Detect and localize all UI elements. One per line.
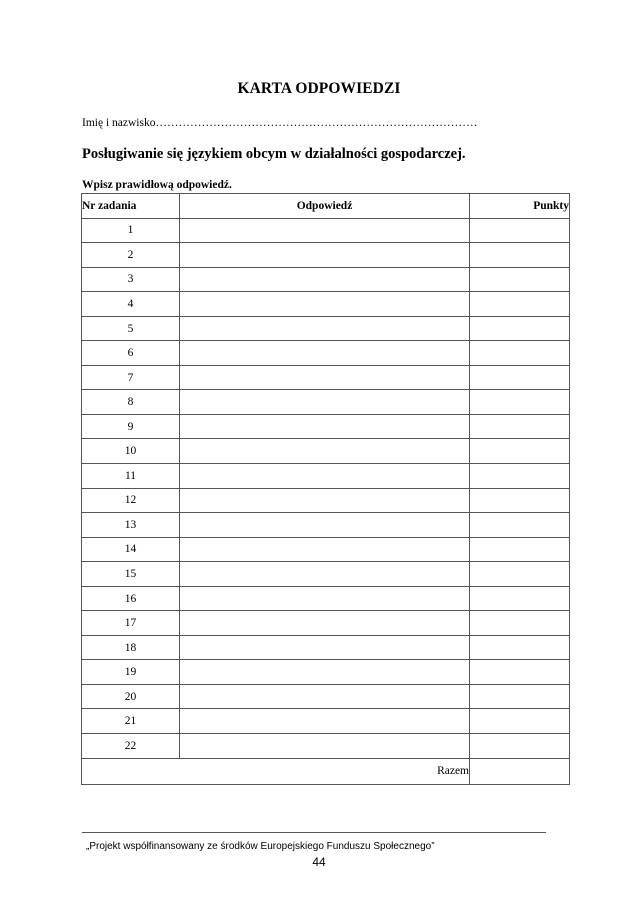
points-cell[interactable] [470,439,570,464]
table-row [82,537,570,562]
table-row [82,635,570,660]
points-cell[interactable] [470,267,570,292]
points-cell[interactable] [470,734,570,759]
table-row [82,684,570,709]
points-cell[interactable] [470,513,570,538]
table-row [82,709,570,734]
answer-cell[interactable] [180,439,470,464]
points-cell[interactable] [470,464,570,489]
table-row [82,586,570,611]
points-cell[interactable] [470,562,570,587]
task-number-cell: 4 [82,292,180,317]
page-number: 44 [312,855,326,869]
table-row [82,414,570,439]
points-cell[interactable] [470,635,570,660]
answer-rows [82,218,570,758]
points-cell[interactable] [470,292,570,317]
task-number-cell: 3 [82,267,180,292]
points-cell[interactable] [470,660,570,685]
answer-cell[interactable] [180,562,470,587]
table-row [82,439,570,464]
answer-cell[interactable] [180,218,470,243]
points-cell[interactable] [470,709,570,734]
table-row [82,488,570,513]
table-header-row [82,194,570,219]
points-cell[interactable] [470,218,570,243]
points-cell[interactable] [470,488,570,513]
answer-cell[interactable] [180,292,470,317]
points-cell[interactable] [470,586,570,611]
answer-cell[interactable] [180,611,470,636]
answer-cell[interactable] [180,488,470,513]
table-row [82,243,570,268]
header-nr-zadania: Nr zadania [82,194,180,219]
task-number-cell: 2 [82,243,180,268]
points-cell[interactable] [470,316,570,341]
answer-cell[interactable] [180,464,470,489]
answer-cell[interactable] [180,414,470,439]
task-number-cell: 17 [82,611,180,636]
points-cell[interactable] [470,341,570,366]
task-number-cell: 18 [82,635,180,660]
footer-divider [82,832,546,833]
task-number-cell: 19 [82,660,180,685]
table-row [82,660,570,685]
total-label: Razem [82,758,470,784]
answer-cell[interactable] [180,734,470,759]
answer-cell[interactable] [180,513,470,538]
task-number-cell: 15 [82,562,180,587]
points-cell[interactable] [470,365,570,390]
table-row [82,562,570,587]
answer-cell[interactable] [180,684,470,709]
table-row [82,365,570,390]
table-row [82,464,570,489]
footer-text: „Projekt współfinansowany ze środków Europejskiego Funduszu Społecznego” [86,841,435,852]
total-points-cell[interactable] [470,758,570,784]
table-row [82,390,570,415]
task-number-cell: 14 [82,537,180,562]
table-row [82,292,570,317]
task-number-cell: 20 [82,684,180,709]
task-number-cell: 1 [82,218,180,243]
table-row [82,341,570,366]
table-row [82,513,570,538]
task-number-cell: 21 [82,709,180,734]
task-number-cell: 12 [82,488,180,513]
task-number-cell: 13 [82,513,180,538]
table-row [82,734,570,759]
task-number-cell: 11 [82,464,180,489]
answer-cell[interactable] [180,390,470,415]
task-number-cell: 10 [82,439,180,464]
task-number-cell: 22 [82,734,180,759]
table-row [82,218,570,243]
points-cell[interactable] [470,390,570,415]
answer-cell[interactable] [180,635,470,660]
instruction-text: Wpisz prawidłową odpowiedź. [82,179,232,191]
points-cell[interactable] [470,611,570,636]
total-row [82,758,570,784]
points-cell[interactable] [470,684,570,709]
page-title: KARTA ODPOWIEDZI [237,80,401,97]
table-row [82,267,570,292]
table-row [82,316,570,341]
task-number-cell: 5 [82,316,180,341]
points-cell[interactable] [470,537,570,562]
answer-table [81,193,570,785]
points-cell[interactable] [470,243,570,268]
answer-cell[interactable] [180,243,470,268]
task-number-cell: 9 [82,414,180,439]
answer-cell[interactable] [180,586,470,611]
answer-cell[interactable] [180,267,470,292]
task-number-cell: 16 [82,586,180,611]
answer-cell[interactable] [180,316,470,341]
points-cell[interactable] [470,414,570,439]
answer-cell[interactable] [180,341,470,366]
subject-heading: Posługiwanie się językiem obcym w działalności gospodarczej. [82,146,466,162]
answer-cell[interactable] [180,660,470,685]
answer-cell[interactable] [180,537,470,562]
name-field: Imię i nazwisko………………………………………………………………………… [82,117,478,129]
answer-cell[interactable] [180,365,470,390]
header-punkty: Punkty [470,194,570,219]
header-odpowiedz: Odpowiedź [180,194,470,219]
answer-cell[interactable] [180,709,470,734]
task-number-cell: 8 [82,390,180,415]
task-number-cell: 6 [82,341,180,366]
table-row [82,611,570,636]
task-number-cell: 7 [82,365,180,390]
